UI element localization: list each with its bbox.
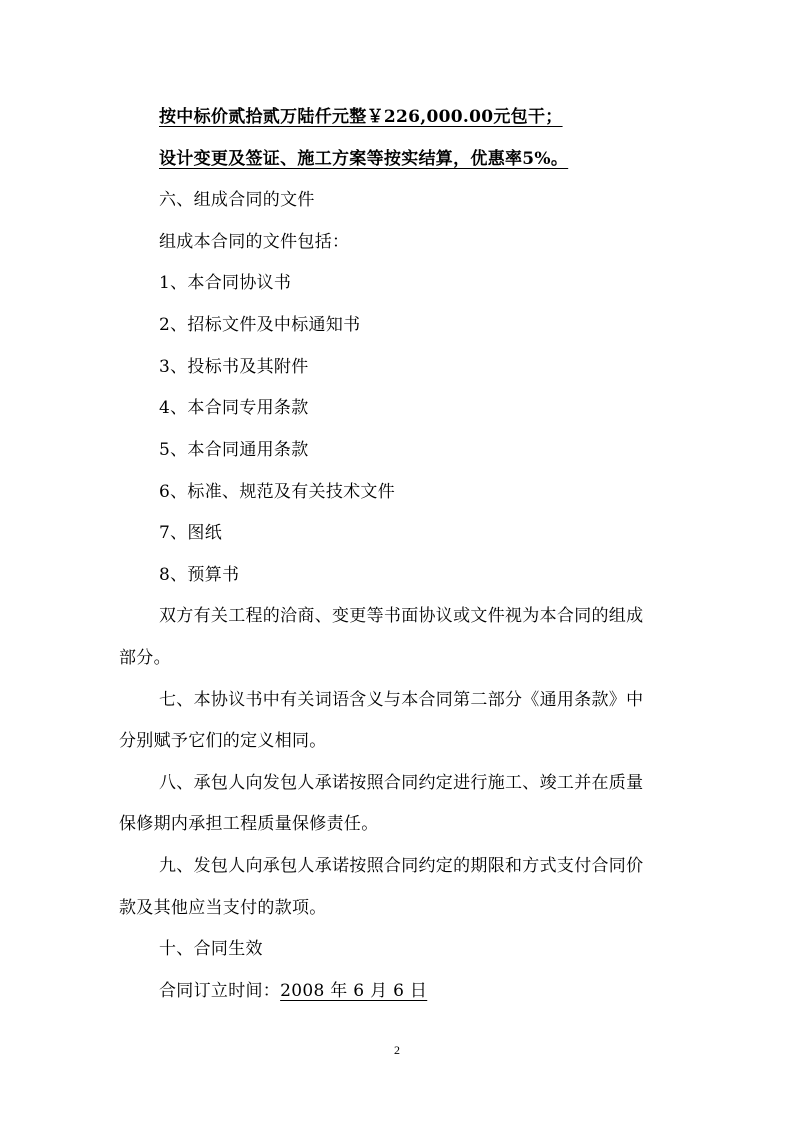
document-list-item: 4、本合同专用条款	[159, 398, 309, 418]
contract-price-line: 按中标价贰拾贰万陆仟元整￥226,000.00元包干；	[159, 107, 563, 127]
document-list-item: 2、招标文件及中标通知书	[159, 315, 361, 335]
document-list-item: 5、本合同通用条款	[159, 440, 309, 460]
section-6-note-line-2: 部分。	[119, 648, 171, 668]
page-number: 2	[394, 1043, 400, 1057]
section-9-line-2: 款及其他应当支付的款项。	[119, 898, 327, 918]
signing-date-row	[159, 980, 427, 1002]
section-6-heading: 六、组成合同的文件	[159, 190, 315, 210]
document-list-item: 6、标准、规范及有关技术文件	[159, 482, 396, 502]
document-list-item: 1、本合同协议书	[159, 273, 292, 293]
section-8-line-2: 保修期内承担工程质量保修责任。	[119, 814, 379, 834]
document-list-item: 7、图纸	[159, 523, 223, 543]
section-6-intro: 组成本合同的文件包括：	[159, 232, 350, 252]
signing-date-value: 2008 年 6 月 6 日	[280, 981, 428, 1001]
document-list-item: 3、投标书及其附件	[159, 357, 309, 377]
section-6-note-line-1: 双方有关工程的洽商、变更等书面协议或文件视为本合同的组成	[159, 606, 644, 626]
signing-date-label: 合同订立时间：	[159, 981, 281, 1001]
section-8-line-1: 八、承包人向发包人承诺按照合同约定进行施工、竣工并在质量	[159, 773, 644, 793]
section-7-line-1: 七、本协议书中有关词语含义与本合同第二部分《通用条款》中	[159, 690, 644, 710]
section-7-line-2: 分别赋予它们的定义相同。	[119, 731, 327, 751]
settlement-line: 设计变更及签证、施工方案等按实结算，优惠率5%。	[159, 149, 569, 169]
section-9-line-1: 九、发包人向承包人承诺按照合同约定的期限和方式支付合同价	[159, 856, 644, 876]
section-10-heading: 十、合同生效	[159, 939, 263, 959]
document-list-item: 8、预算书	[159, 565, 240, 585]
